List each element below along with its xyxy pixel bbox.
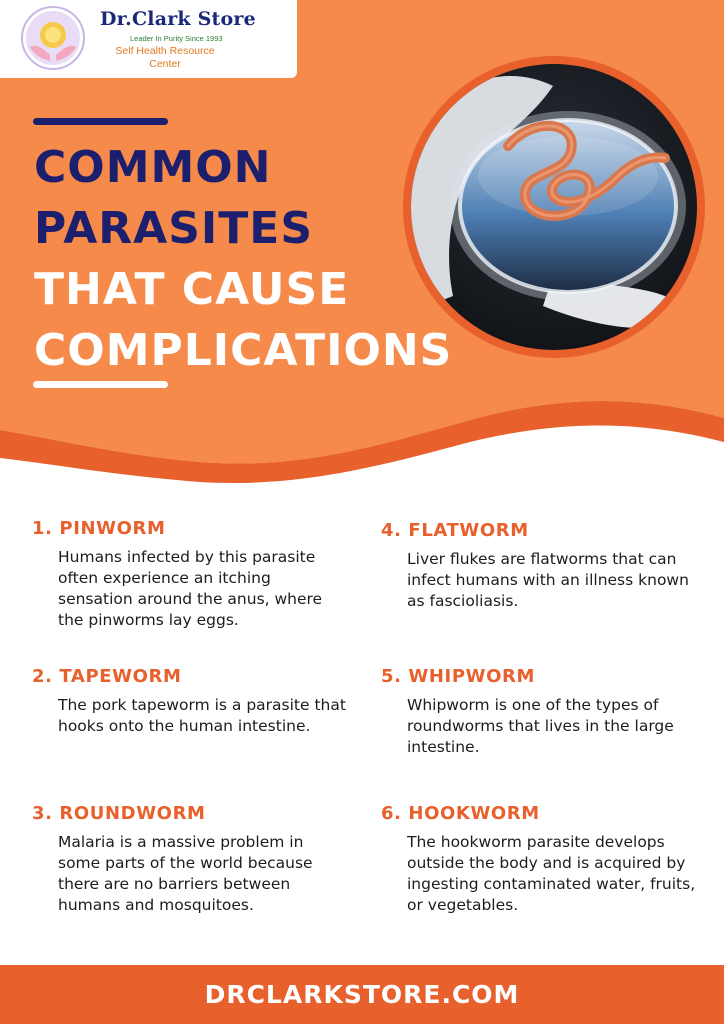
title-line-3: THAT CAUSE — [34, 264, 350, 315]
brand-subtitle-line1: Self Health Resource — [115, 45, 215, 57]
brand-tagline: Leader In Purity Since 1993 — [130, 34, 223, 43]
parasite-description: The pork tapeworm is a parasite that hooks onto the human intestine. — [58, 696, 346, 735]
brand-name: Dr.Clark Store — [100, 8, 256, 30]
title-line-2: PARASITES — [34, 203, 314, 254]
title-line-4: COMPLICATIONS — [34, 325, 453, 376]
parasite-heading: 4. FLATWORM — [381, 520, 529, 541]
parasite-heading: 1. PINWORM — [32, 518, 166, 539]
title-accent-bar-top — [33, 118, 168, 125]
parasite-description: The hookworm parasite develops outside the body and is acquired by ingesting contaminated water, fruits, or vegetables. — [407, 833, 696, 914]
parasite-description: Malaria is a massive problem in some parts of the world because there are no barriers between humans and mosquitoes. — [58, 833, 313, 914]
parasite-item-roundworm — [32, 803, 347, 916]
footer-website-link[interactable]: DRCLARKSTORE.COM — [204, 980, 520, 1009]
brand-logo-block — [0, 0, 297, 78]
title-line-1: COMMON — [34, 142, 272, 193]
parasite-description: Whipworm is one of the types of roundworms that lives in the large intestine. — [407, 696, 674, 756]
parasite-item-hookworm — [381, 803, 696, 916]
parasite-description: Liver flukes are flatworms that can infect humans with an illness known as fascioliasis. — [407, 550, 689, 610]
brand-subtitle-line2: Center — [149, 58, 181, 70]
sun-hands-logo-icon — [20, 5, 86, 71]
parasite-heading: 3. ROUNDWORM — [32, 803, 206, 824]
parasite-item-flatworm — [381, 520, 696, 612]
parasite-heading: 2. TAPEWORM — [32, 666, 182, 687]
brand-subtitle — [104, 45, 226, 71]
parasite-item-whipworm — [381, 666, 696, 758]
title-accent-bar-bottom — [33, 381, 168, 388]
parasite-item-pinworm — [32, 518, 347, 631]
parasite-heading: 5. WHIPWORM — [381, 666, 535, 687]
parasite-heading: 6. HOOKWORM — [381, 803, 540, 824]
parasite-description: Humans infected by this parasite often experience an itching sensation around the anus, where the pinworms lay eggs. — [58, 548, 323, 629]
footer-bar — [0, 965, 724, 1024]
petri-dish-worm-photo — [403, 56, 705, 358]
parasite-item-tapeworm — [32, 666, 347, 737]
